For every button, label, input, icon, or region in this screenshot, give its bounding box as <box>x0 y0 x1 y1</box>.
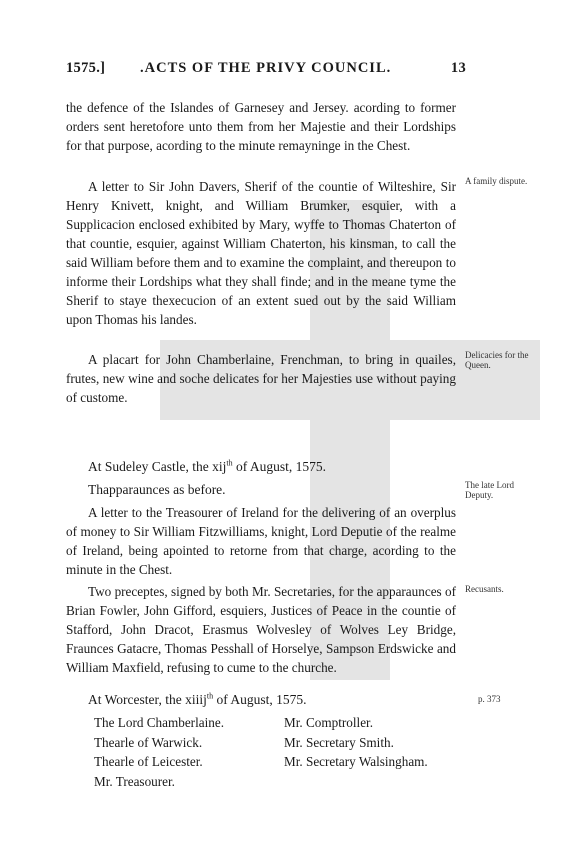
sitting-sudeley-pre: At Sudeley Castle, the xij <box>88 459 227 474</box>
attendance-right-column <box>284 713 484 772</box>
attendee: Mr. Comptroller. <box>284 715 374 730</box>
attendance-left-column <box>94 713 284 791</box>
paragraph-treasourer: A letter to the Treasourer of Ireland for the delivering of an overplus of money to Sir William Fitzwilliams, knight, Lord Deputie of the realme of Ireland, being apointed to retorne from that charge, acording to the minute in the Chest. <box>66 505 456 577</box>
page-number: 13 <box>450 60 466 76</box>
paragraph-preceptes: Two preceptes, signed by both Mr. Secretaries, for the apparaunces of Brian Fowler, John Gifford, esquiers, Justices of Peace in the countie of Stafford, John Dracot, Erasmus Wolvesley of Wolves Ley Bridge, Fraunces Gatacre, Thomas Pesshall of Horselye, Sampson Erdswicke and William Maxfield, refusing to cume to the churche. <box>66 584 456 675</box>
sitting-sudeley-post: of August, 1575. <box>232 459 326 474</box>
attendee: Mr. Treasourer. <box>94 773 175 789</box>
paragraph-placart: A placart for John Chamberlaine, Frenchman, to bring in quailes, frutes, new wine and soche delicates for her Majesties use without paying of custome. <box>66 352 456 405</box>
attendee: Thearle of Warwick. <box>94 734 203 750</box>
attendee: Thearle of Leicester. <box>94 754 203 769</box>
attendee: The Lord Chamberlaine. <box>94 715 224 730</box>
sudeley-attendance: Thapparaunces as before. <box>88 482 226 497</box>
attendee: Mr. Secretary Walsingham. <box>284 754 428 769</box>
header-title: .ACTS OF THE PRIVY COUNCIL. <box>140 60 392 76</box>
sitting-worcester-sup: th <box>206 691 214 701</box>
margin-note-family: A family dispute. <box>465 176 528 186</box>
margin-page-ref: p. 373 <box>478 694 501 704</box>
sitting-worcester-pre: At Worcester, the xiiij <box>88 692 207 707</box>
sitting-sudeley-sup: th <box>226 458 233 468</box>
margin-note-recusants: Recusants. <box>465 584 504 594</box>
attendee: Mr. Secretary Smith. <box>284 734 394 750</box>
margin-note-deputy: The late Lord Deputy. <box>465 480 514 500</box>
margin-note-delicacies: Delicacies for the Queen. <box>465 350 529 370</box>
sitting-sudeley <box>88 457 326 476</box>
sitting-worcester <box>88 690 306 709</box>
paragraph-family-dispute: A letter to Sir John Davers, Sherif of the countie of Wilteshire, Sir Henry Knivett, knight, and William Brumker, esquier, with a Supplicacion enclosed exhibited by Mary, wyffe to Thomas Chaterton of that countie, esquier, against William Chaterton, his kinsman, to call the said William before them and to examine the complaint, and thereupon to informe their Lordships what they shall finde; and in the meane tyme the Sherif to staye thexecucion of an extent sued out by the said William upon Thomas his landes. <box>66 179 456 327</box>
sitting-worcester-post: of August, 1575. <box>213 692 307 707</box>
running-header <box>66 60 466 82</box>
paragraph-defence: the defence of the Islandes of Garnesey and Jersey. acording to former orders sent heretofore unto them from her Majestie and their Lordships for that purpose, acording to the minute remayninge in the Chest. <box>66 100 456 153</box>
header-year: 1575.] <box>66 60 106 76</box>
